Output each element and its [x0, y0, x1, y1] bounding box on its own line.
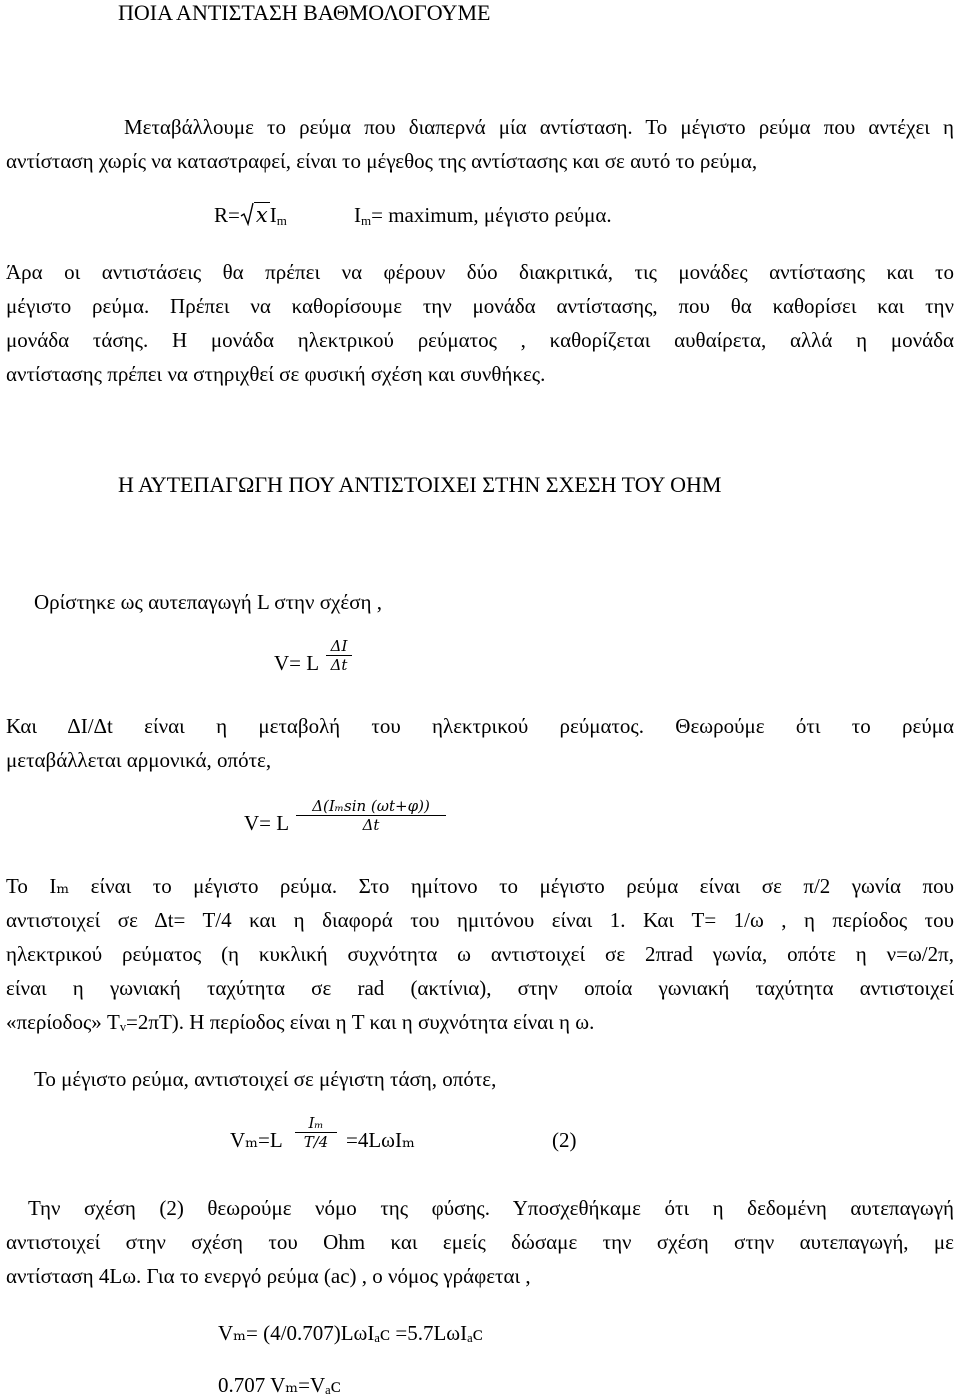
harmonic-formula-lhs: V= L	[244, 811, 290, 835]
definition-text: Ορίστηκε ως αυτεπαγωγή L στην σχέση ,	[34, 590, 382, 614]
intro-paragraph	[6, 110, 954, 178]
def-i: I	[354, 203, 361, 227]
text-line: Και ΔΙ/Δt είναι η μεταβολή του ηλεκτρικού ρεύματος. Θεωρούμε ότι το ρεύμα	[6, 714, 954, 738]
def-rest: = maximum, μέγιστο ρεύμα.	[371, 203, 612, 227]
units-paragraph	[6, 255, 954, 391]
text-line: αντίσταση 4Lω. Για το ενεργό ρεύμα (ac) , ο νόμος γράφεται ,	[6, 1264, 531, 1288]
sqrt-symbol	[240, 200, 270, 230]
text-line: Το Iₘ είναι το μέγιστο ρεύμα. Στο ημίτονο το μέγιστο ρεύμα είναι σε π/2 γωνία που	[6, 874, 954, 898]
inductance-formula-lhs: V= L	[274, 651, 320, 675]
max-voltage-formula-lhs: Vₘ=L	[230, 1128, 283, 1152]
fraction-numerator: Iₘ	[308, 1114, 324, 1132]
ac-voltage-formula: 0.707 Vₘ=Vₐᴄ	[218, 1373, 341, 1397]
max-voltage-text: Το μέγιστο ρεύμα, αντιστοιχεί σε μέγιστη τάση, οπότε,	[34, 1067, 497, 1091]
text-line: μονάδα τάσης. Η μονάδα ηλεκτρικού ρεύματος , καθορίζεται αυθαίρετα, αλλά η μονάδα	[6, 328, 954, 352]
ac-current-formula: Vₘ= (4/0.707)LωIₐᴄ =5.7LωIₐᴄ	[218, 1321, 483, 1345]
fraction-numerator: ΔI	[330, 637, 348, 655]
equation-number: (2)	[552, 1128, 577, 1152]
text-line: Την σχέση (2) θεωρούμε νόμο της φύσης. Υποσχεθήκαμε ότι η δεδομένη αυτεπαγωγή	[28, 1196, 954, 1220]
text-line: «περίοδος» Tᵥ=2πT). Η περίοδος είναι η T και η συχνότητα είναι η ω.	[6, 1010, 595, 1034]
fraction-denominator: Δt	[362, 816, 380, 834]
text-line: αντίστασης πρέπει να στηριχθεί σε φυσική σχέση και συνθήκες.	[6, 362, 546, 386]
max-voltage-fraction	[295, 1114, 337, 1151]
text-line: Μεταβάλλουμε το ρεύμα που διαπερνά μία αντίσταση. Το μέγιστο ρεύμα που αντέχει η	[124, 115, 954, 139]
resistance-formula	[214, 200, 287, 230]
page-title: ΠΟΙΑ ΑΝΤΙΣΤΑΣΗ ΒΑΘΜΟΛΟΓΟΥΜΕ	[118, 0, 491, 25]
current-definition	[354, 200, 612, 230]
sqrt-argument: x	[255, 203, 268, 227]
harmonic-fraction	[296, 797, 446, 834]
fraction-denominator: T/4	[303, 1133, 329, 1151]
text-line: μεταβάλλεται αρμονικά, οπότε,	[6, 748, 272, 772]
change-paragraph	[6, 709, 954, 777]
text-line: αντιστοιχεί σε Δt= T/4 και η διαφορά του ημιτόνου είναι 1. Και T= 1/ω , η περίοδος του	[6, 908, 954, 932]
text-line: αντίσταση χωρίς να καταστραφεί, είναι το μέγεθος της αντίστασης και σε αυτό το ρεύμα,	[6, 149, 758, 173]
formula-lhs: R=	[214, 203, 240, 227]
inductance-fraction	[326, 637, 352, 674]
text-line: είναι η γωνιακή ταχύτητα σε rad (ακτίνια), στην οποία γωνιακή ταχύτητα αντιστοιχεί	[6, 976, 954, 1000]
text-line: μέγιστο ρεύμα. Πρέπει να καθορίσουμε την μονάδα αντίστασης, που θα καθορίσει και την	[6, 294, 954, 318]
formula-i: I	[269, 203, 277, 227]
fraction-denominator: Δt	[330, 656, 348, 674]
period-paragraph	[6, 869, 954, 1039]
fraction-numerator: Δ(Iₘsin (ωt+φ))	[312, 797, 430, 815]
text-line: αντιστοιχεί στην σχέση του Ohm και εμείς δώσαμε την σχέση στην αυτεπαγωγή, με	[6, 1230, 954, 1254]
section-title: Η ΑΥΤΕΠΑΓΩΓΗ ΠΟΥ ΑΝΤΙΣΤΟΙΧΕΙ ΣΤΗΝ ΣΧΕΣΗ ΤΟΥ ΟΗΜ	[118, 472, 722, 497]
text-line: Άρα οι αντιστάσεις θα πρέπει να φέρουν δύο διακριτικά, τις μονάδες αντίστασης και το	[6, 260, 954, 284]
def-sub: m	[361, 213, 372, 228]
ohm-law-paragraph	[6, 1191, 954, 1293]
formula-sub: m	[276, 213, 287, 228]
text-line: ηλεκτρικού ρεύματος (η κυκλική συχνότητα ω αντιστοιχεί σε 2πrad γωνία, οπότε η ν=ω/2π,	[6, 942, 954, 966]
max-voltage-formula-rhs: =4LωIₘ	[346, 1128, 415, 1152]
